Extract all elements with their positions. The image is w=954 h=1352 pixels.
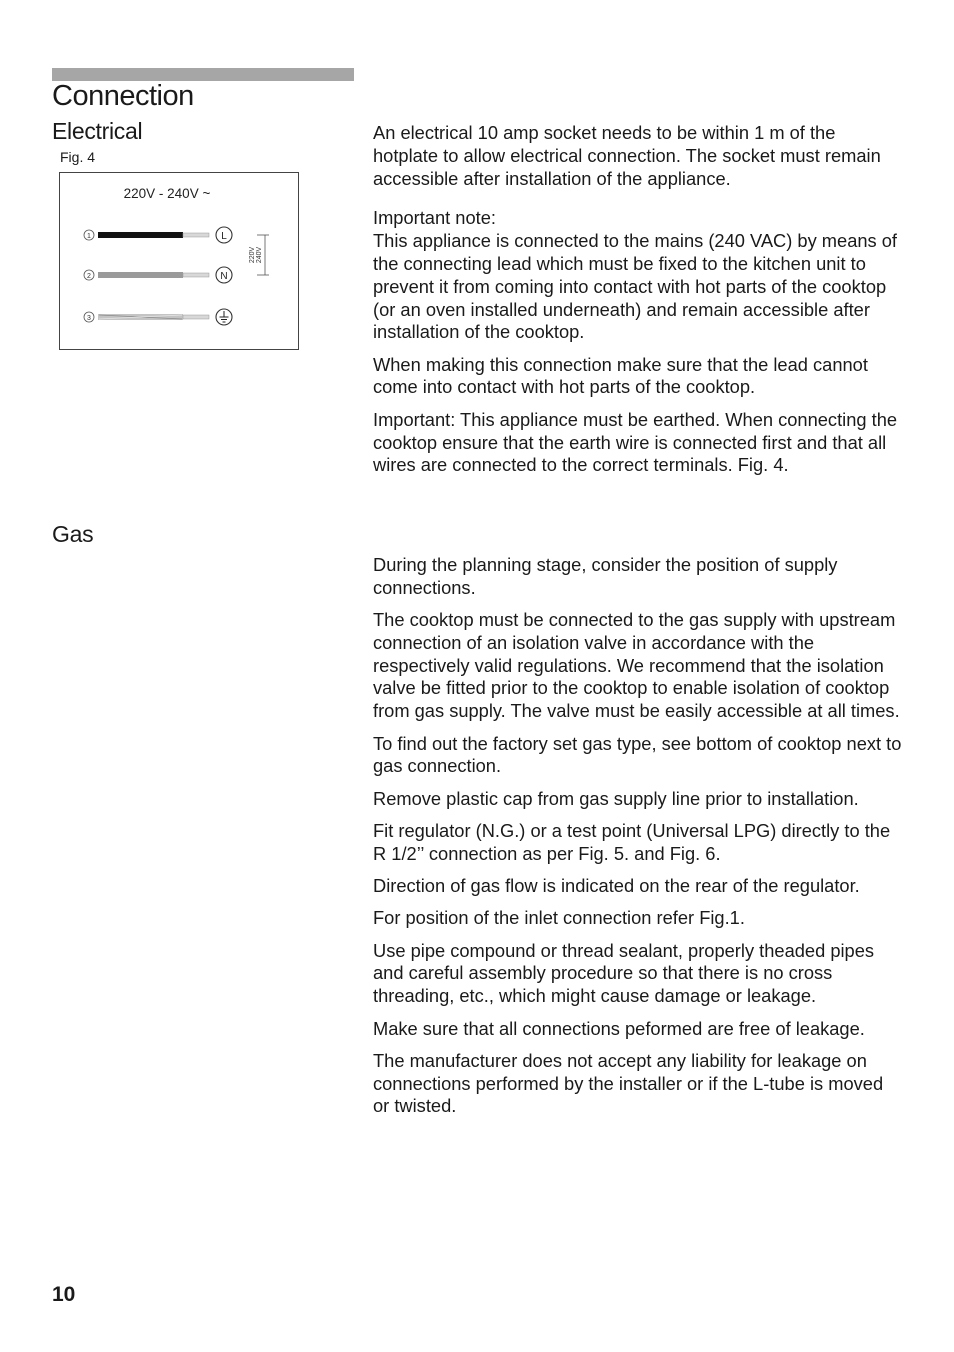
gas-paragraph: Make sure that all connections peformed are free of leakage. [373,1017,865,1039]
earth-terminal-icon [216,309,232,325]
page-number: 10 [52,1283,76,1306]
electrical-paragraph: Important: This appliance must be earthed. When connecting the cooktop ensure that the earth wire is connected first and that all wires are connected to the correct terminals. Fig. 4. [373,408,898,476]
gas-paragraph: The cooktop must be connected to the gas supply with upstream connection of an isolation valve in accordance with the respectively valid regulations. We recommend that the isolation valve be fitted prior to the cooktop to enable isolation of cooktop from gas supply. The valve must be easily accessible at all times. [373,609,900,722]
wire-number: 1 [87,233,91,240]
bracket-label-240: 240V [256,246,263,264]
gas-paragraph: To find out the factory set gas type, see bottom of cooktop next to gas connection. [373,732,902,777]
gas-paragraph: For position of the inlet connection refer Fig.1. [373,907,745,929]
gas-paragraph: The manufacturer does not accept any liability for leakage on connections performed by the installer or if the L-tube is moved or twisted. [373,1049,884,1117]
electrical-paragraph: An electrical 10 amp socket needs to be within 1 m of the hotplate to allow electrical connection. The socket must remain accessible after installation of the appliance. [373,122,881,189]
gas-heading: Gas [52,521,94,547]
figure-label: Fig. 4 [60,149,96,165]
wiring-diagram [59,172,299,350]
wire-number: 3 [87,315,91,322]
bracket-label-220: 220V [249,246,256,264]
wire-number: 2 [87,273,91,280]
terminal-label: L [221,231,227,242]
voltage-label: 220V - 240V ~ [123,186,211,201]
electrical-text [373,122,903,487]
gas-paragraph: During the planning stage, consider the position of supply connections. [373,554,838,598]
gas-paragraph: Remove plastic cap from gas supply line prior to installation. [373,787,859,809]
electrical-paragraph: This appliance is connected to the mains (240 VAC) by means of the connecting lead which must be fixed to the kitchen unit to prevent it from coming into contact with hot parts of the cooktop (or an oven installed underneath) and remain accessible after installation of the cooktop. [373,230,897,343]
gas-paragraph: Fit regulator (N.G.) or a test point (Universal LPG) directly to the R 1/2’’ connection as per Fig. 5. and Fig. 6. [373,819,891,864]
gas-paragraph: Use pipe compound or thread sealant, properly theaded pipes and careful assembly procedure so that there is no cross threading, etc., which might cause damage or leakage. [373,939,875,1007]
electrical-paragraph: Important note: [373,207,496,229]
gas-text [373,554,903,1128]
terminal-label: N [220,271,228,282]
page-title: Connection [52,80,194,112]
electrical-heading: Electrical [52,118,143,144]
gas-paragraph: Direction of gas flow is indicated on the rear of the regulator. [373,875,860,897]
electrical-paragraph: When making this connection make sure that the lead cannot come into contact with hot parts of the cooktop. [373,353,868,398]
